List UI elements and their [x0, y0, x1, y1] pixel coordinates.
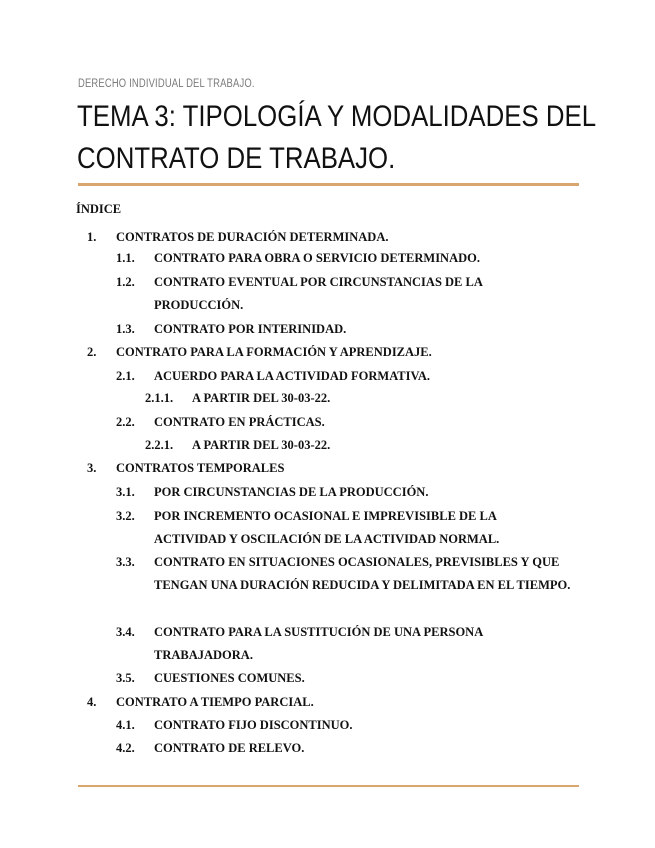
document-kicker: DERECHO INDIVIDUAL DEL TRABAJO. [78, 78, 255, 90]
toc-number: 2.2.1. [145, 438, 174, 452]
toc-number: 1.1. [116, 251, 135, 265]
toc-number: 1.2. [116, 275, 135, 289]
toc-number: 3.2. [116, 509, 135, 523]
toc-number: 1.3. [116, 322, 135, 336]
title-line-2: CONTRATO DE TRABAJO. [77, 142, 396, 175]
toc-text: CUESTIONES COMUNES. [154, 671, 305, 685]
toc-text: A PARTIR DEL 30-03-22. [192, 391, 331, 405]
toc-number: 3.4. [116, 625, 135, 639]
toc-number: 2.2. [116, 415, 135, 429]
toc-text: CONTRATO PARA LA SUSTITUCIÓN DE UNA PERSONA TRABAJADORA. [154, 625, 483, 662]
toc-number: 2.1.1. [145, 391, 174, 405]
toc-number: 4. [87, 695, 97, 709]
toc-number: 1. [87, 230, 97, 244]
toc-number: 3.5. [116, 671, 135, 685]
toc-text: ACUERDO PARA LA ACTIVIDAD FORMATIVA. [154, 369, 431, 383]
toc-text: CONTRATO A TIEMPO PARCIAL. [116, 695, 314, 709]
toc-text: CONTRATO DE RELEVO. [154, 741, 305, 755]
toc-number: 4.2. [116, 741, 135, 755]
toc-number: 3.3. [116, 555, 135, 569]
toc-text: POR CIRCUNSTANCIAS DE LA PRODUCCIÓN. [154, 485, 429, 499]
toc-text: CONTRATOS DE DURACIÓN DETERMINADA. [116, 230, 389, 244]
bottom-divider [78, 785, 579, 787]
toc-number: 2. [87, 345, 97, 359]
toc-text: CONTRATO EN SITUACIONES OCASIONALES, PREVISIBLES Y QUE TENGAN UNA DURACIÓN REDUCIDA Y DELIMITADA EN EL TIEMPO. [154, 555, 571, 592]
title-line-1: TEMA 3: TIPOLOGÍA Y MODALIDADES DEL [77, 100, 597, 133]
toc-text: CONTRATOS TEMPORALES [116, 461, 285, 475]
toc-text: CONTRATO FIJO DISCONTINUO. [154, 718, 353, 732]
index-heading: ÍNDICE [76, 202, 122, 216]
toc-text: CONTRATO EN PRÁCTICAS. [154, 415, 325, 429]
toc-number: 3.1. [116, 485, 135, 499]
toc-number: 2.1. [116, 369, 135, 383]
toc-text: CONTRATO EVENTUAL POR CIRCUNSTANCIAS DE LA PRODUCCIÓN. [154, 275, 483, 312]
toc-text: CONTRATO PARA LA FORMACIÓN Y APRENDIZAJE. [116, 345, 432, 359]
toc-text: POR INCREMENTO OCASIONAL E IMPREVISIBLE DE LA ACTIVIDAD Y OSCILACIÓN DE LA ACTIVIDAD NORMAL. [154, 509, 500, 546]
toc-number: 3. [87, 461, 97, 475]
toc-text: CONTRATO PARA OBRA O SERVICIO DETERMINADO. [154, 251, 480, 265]
toc-text: CONTRATO POR INTERINIDAD. [154, 322, 347, 336]
toc-text: A PARTIR DEL 30-03-22. [192, 438, 331, 452]
toc-number: 4.1. [116, 718, 135, 732]
